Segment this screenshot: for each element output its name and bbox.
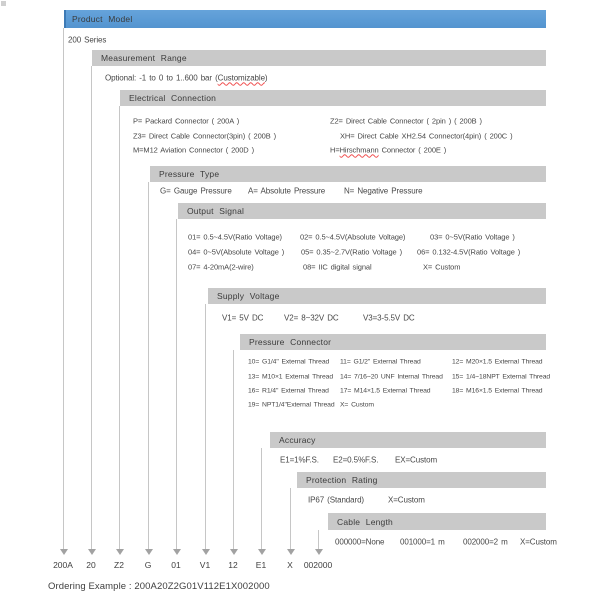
accuracy-header-label: Accuracy — [279, 435, 316, 445]
measurement-range-header-label: Measurement Range — [101, 53, 187, 63]
cable-length-guide-line — [318, 530, 319, 549]
pressure-type-option — [248, 187, 325, 196]
option-text: E1=1%F.S. — [280, 455, 319, 465]
option-text: 03= 0~5V(Ratio Voltage ) — [430, 232, 515, 242]
protection-rating-option — [388, 496, 425, 505]
option-text: H= — [330, 145, 340, 155]
output-signal-header-label: Output Signal — [187, 206, 245, 216]
option-text: 10= G1/4" External Thread — [248, 358, 330, 366]
pressure-connector-option — [452, 388, 542, 395]
electrical-connection-option — [133, 117, 239, 126]
protection-rating-guide-line — [290, 488, 291, 549]
electrical-connection-arrow-down-icon — [116, 549, 124, 555]
option-text: 13= M10×1 External Thread — [248, 373, 334, 381]
option-text: M=M12 Aviation Connector ( 200D ) — [133, 145, 254, 155]
pressure-type-header-bar — [150, 166, 546, 182]
output-signal-code: 01 — [171, 560, 181, 570]
supply-voltage-header-bar — [208, 288, 546, 304]
option-text: 01= 0.5~4.5V(Ratio Voltage) — [188, 232, 282, 242]
cable-length-option — [520, 538, 557, 547]
cable-length-option — [463, 538, 508, 547]
option-text: G= Gauge Pressure — [160, 186, 232, 196]
electrical-connection-option — [133, 132, 276, 141]
measurement-range-option — [105, 74, 268, 83]
page-corner-mark — [1, 1, 6, 6]
option-text: 07= 4-20mA(2-wire) — [188, 262, 254, 272]
pressure-connector-arrow-down-icon — [230, 549, 238, 555]
option-text: 16= R1/4" External Thread — [248, 387, 329, 395]
product-model-header-label: Product Model — [72, 14, 133, 24]
cable-length-arrow-down-icon — [315, 549, 323, 555]
supply-voltage-arrow-down-icon — [202, 549, 210, 555]
accuracy-code: E1 — [255, 560, 267, 570]
cable-length-code: 002000 — [303, 560, 333, 570]
pressure-type-header-label: Pressure Type — [159, 169, 220, 179]
option-text: ) — [264, 73, 268, 83]
pressure-connector-option — [248, 388, 329, 395]
output-signal-option — [188, 233, 282, 242]
option-text: XH= Direct Cable XH2.54 Connector(4pin) ( 200C ) — [340, 131, 513, 141]
pressure-connector-option — [340, 402, 374, 409]
accuracy-guide-line — [261, 448, 262, 549]
product-model-arrow-down-icon — [60, 549, 68, 555]
option-text: 08= IIC digital signal — [303, 262, 372, 272]
pressure-connector-option — [340, 388, 430, 395]
accuracy-header-bar — [270, 432, 546, 448]
pressure-type-option — [344, 187, 422, 196]
option-text: 18= M16×1.5 External Thread — [452, 387, 543, 395]
electrical-connection-option — [330, 146, 446, 155]
option-text: X=Custom — [388, 495, 425, 505]
option-text: P= Packard Connector ( 200A ) — [133, 116, 240, 126]
electrical-connection-code: Z2 — [114, 560, 124, 570]
supply-voltage-option — [363, 314, 415, 323]
option-text: Z2= Direct Cable Connector ( 2pin ) ( 200B ) — [330, 116, 482, 126]
measurement-range-guide-line — [91, 66, 92, 549]
electrical-connection-header-bar — [120, 90, 546, 106]
pressure-connector-option — [340, 359, 421, 366]
option-text: E2=0.5%F.S. — [333, 455, 379, 465]
pressure-connector-header-label: Pressure Connector — [249, 337, 332, 347]
output-signal-option — [301, 248, 402, 257]
product-model-guide-line — [63, 28, 64, 549]
output-signal-guide-line — [176, 219, 177, 549]
pressure-connector-option — [248, 359, 329, 366]
option-text: 14= 7/16~20 UNF Internal Thread — [340, 373, 443, 381]
pressure-connector-option — [340, 374, 443, 381]
option-text: IP67 (Standard) — [308, 495, 364, 505]
option-text: 200 Series — [68, 35, 107, 45]
cable-length-header-label: Cable Length — [337, 516, 393, 527]
electrical-connection-option — [340, 132, 513, 141]
option-text: 15= 1/4~18NPT External Thread — [452, 373, 551, 381]
supply-voltage-code: V1 — [199, 560, 211, 570]
accuracy-option — [333, 456, 378, 465]
option-text: 000000=None — [335, 537, 385, 547]
cable-length-header-bar — [328, 513, 546, 530]
option-text: X=Custom — [520, 537, 557, 547]
option-text: 11= G1/2" External Thread — [340, 358, 421, 366]
electrical-connection-guide-line — [119, 106, 120, 549]
accuracy-option — [395, 456, 437, 465]
pressure-type-code: G — [144, 560, 152, 570]
measurement-range-arrow-down-icon — [88, 549, 96, 555]
misspelled-word: Customizable — [217, 73, 265, 83]
output-signal-option — [430, 233, 515, 242]
option-text: V2= 8~32V DC — [284, 313, 339, 323]
protection-rating-header-label: Protection Rating — [306, 475, 378, 485]
pressure-connector-option — [248, 402, 335, 409]
option-text: 19= NPT1/4"External Thread — [248, 401, 335, 409]
electrical-connection-header-label: Electrical Connection — [129, 93, 217, 103]
option-text: 002000=2 m — [463, 537, 508, 547]
output-signal-option — [188, 248, 284, 257]
product-model-option — [68, 36, 106, 45]
output-signal-arrow-down-icon — [173, 549, 181, 555]
output-signal-option — [300, 233, 405, 242]
option-text: Optional: -1 to 0 to 1..600 bar ( — [105, 73, 218, 83]
pressure-connector-option — [452, 374, 550, 381]
measurement-range-code: 20 — [86, 560, 96, 570]
option-text: 02= 0.5~4.5V(Absolute Voltage) — [300, 232, 406, 242]
cable-length-option — [400, 538, 445, 547]
option-text: 17= M14×1.5 External Thread — [340, 387, 431, 395]
pressure-type-option — [160, 187, 232, 196]
protection-rating-code: X — [287, 560, 293, 570]
option-text: V3=3-5.5V DC — [363, 313, 415, 323]
pressure-connector-option — [248, 374, 333, 381]
option-text: A= Absolute Pressure — [248, 186, 326, 196]
measurement-range-header-bar — [92, 50, 546, 66]
supply-voltage-option — [284, 314, 339, 323]
protection-rating-arrow-down-icon — [287, 549, 295, 555]
output-signal-option — [423, 263, 460, 272]
option-text: 06= 0.132-4.5V(Ratio Voltage ) — [417, 247, 521, 257]
pressure-connector-option — [452, 359, 542, 366]
pressure-connector-code: 12 — [228, 560, 238, 570]
electrical-connection-option — [330, 117, 482, 126]
electrical-connection-option — [133, 146, 254, 155]
option-text: X= Custom — [340, 401, 374, 409]
output-signal-option — [417, 248, 520, 257]
output-signal-header-bar — [178, 203, 546, 219]
pressure-type-arrow-down-icon — [145, 549, 153, 555]
option-text: 12= M20×1.5 External Thread — [452, 358, 543, 366]
option-text: 05= 0.35~2.7V(Ratio Voltage ) — [301, 247, 403, 257]
supply-voltage-header-label: Supply Voltage — [217, 291, 280, 301]
option-text: EX=Custom — [395, 455, 438, 465]
output-signal-option — [188, 263, 254, 272]
pressure-connector-header-bar — [240, 334, 546, 350]
option-text: 04= 0~5V(Absolute Voltage ) — [188, 247, 285, 257]
option-text: 001000=1 m — [400, 537, 445, 547]
option-text: Z3= Direct Cable Connector(3pin) ( 200B ) — [133, 131, 277, 141]
supply-voltage-guide-line — [205, 304, 206, 549]
pressure-type-guide-line — [148, 182, 149, 549]
product-model-code: 200A — [53, 560, 73, 570]
accuracy-option — [280, 456, 319, 465]
cable-length-option — [335, 538, 384, 547]
pressure-connector-guide-line — [233, 350, 234, 549]
accuracy-arrow-down-icon — [258, 549, 266, 555]
protection-rating-header-bar — [297, 472, 546, 488]
protection-rating-option — [308, 496, 364, 505]
supply-voltage-option — [222, 314, 263, 323]
option-text: X= Custom — [423, 262, 461, 272]
product-model-header-bar — [64, 10, 546, 28]
option-text: N= Negative Pressure — [344, 186, 423, 196]
option-text: V1= 5V DC — [222, 313, 264, 323]
misspelled-word: Hirschmann — [339, 145, 379, 155]
option-text: Connector ( 200E ) — [378, 145, 447, 155]
output-signal-option — [303, 263, 372, 272]
ordering-example-text: Ordering Example : 200A20Z2G01V112E1X002000 — [48, 581, 270, 592]
